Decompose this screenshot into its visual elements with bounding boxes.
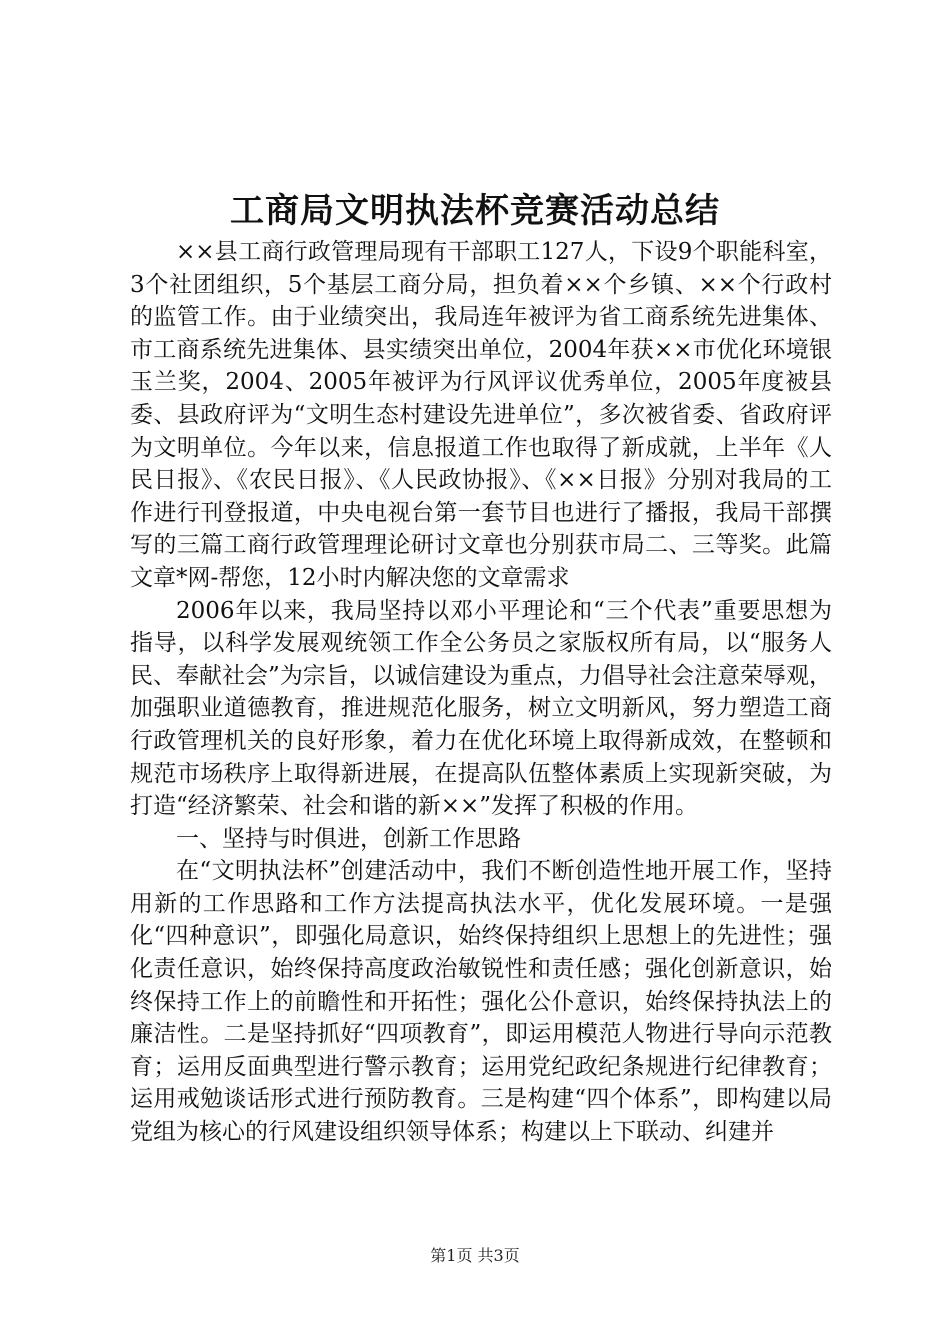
document-title: 工商局文明执法杯竞赛活动总结 [230, 191, 720, 231]
section-heading-1: 一、坚持与时俱进，创新工作思路 [176, 825, 521, 852]
document-body [130, 236, 832, 1149]
paragraph-intro: ××县工商行政管理局现有干部职工127人，下设9个职能科室，3个社团组织，5个基层工商分局，担负着××个乡镇、××个行政村的监管工作。由于业绩突出，我局连年被评为省工商系统先进集体、市工商系统先进集体、县实绩突出单位，2004年获××市优化环境银玉兰奖，2004、2005年被评为行风评议优秀单位，2005年度被县委、县政府评为“文明生态村建设先进单位”，多次被省委、省政府评为文明单位。今年以来，信息报道工作也取得了新成就，上半年《人民日报》、《农民日报》、《人民政协报》、《××日报》分别对我局的工作进行刊登报道，中央电视台第一套节目也进行了播报，我局干部撰写的三篇工商行政管理理论研讨文章也分别获市局二、三等奖。此篇文章*网-帮您，12小时内解决您的文章需求 [130, 239, 832, 591]
paragraph-section-1: 在“文明执法杯”创建活动中，我们不断创造性地开展工作，坚持用新的工作思路和工作方法提高执法水平，优化发展环境。一是强化“四种意识”，即强化局意识，始终保持组织上思想上的先进性；强化责任意识，始终保持高度政治敏锐性和责任感；强化创新意识，始终保持工作上的前瞻性和开拓性；强化公仆意识，始终保持执法上的廉洁性。二是坚持抓好“四项教育”，即运用模范人物进行导向示范教育；运用反面典型进行警示教育；运用党纪政纪条规进行纪律教育；运用戒勉谈话形式进行预防教育。三是构建“四个体系”，即构建以局党组为核心的行风建设组织领导体系；构建以上下联动、纠建并 [130, 858, 832, 1146]
paragraph-2006: 2006年以来，我局坚持以邓小平理论和“三个代表”重要思想为指导，以科学发展观统领工作全公务员之家版权所有局，以“服务人民、奉献社会”为宗旨，以诚信建设为重点，力倡导社会注意荣辱观，加强职业道德教育，推进规范化服务，树立文明新风，努力塑造工商行政管理机关的良好形象，着力在优化环境上取得新成效，在整顿和规范市场秩序上取得新进展，在提高队伍整体素质上实现新突破，为打造“经济繁荣、社会和谐的新××”发挥了积极的作用。 [130, 597, 832, 820]
page-number-footer: 第1页 共3页 [430, 1246, 520, 1265]
